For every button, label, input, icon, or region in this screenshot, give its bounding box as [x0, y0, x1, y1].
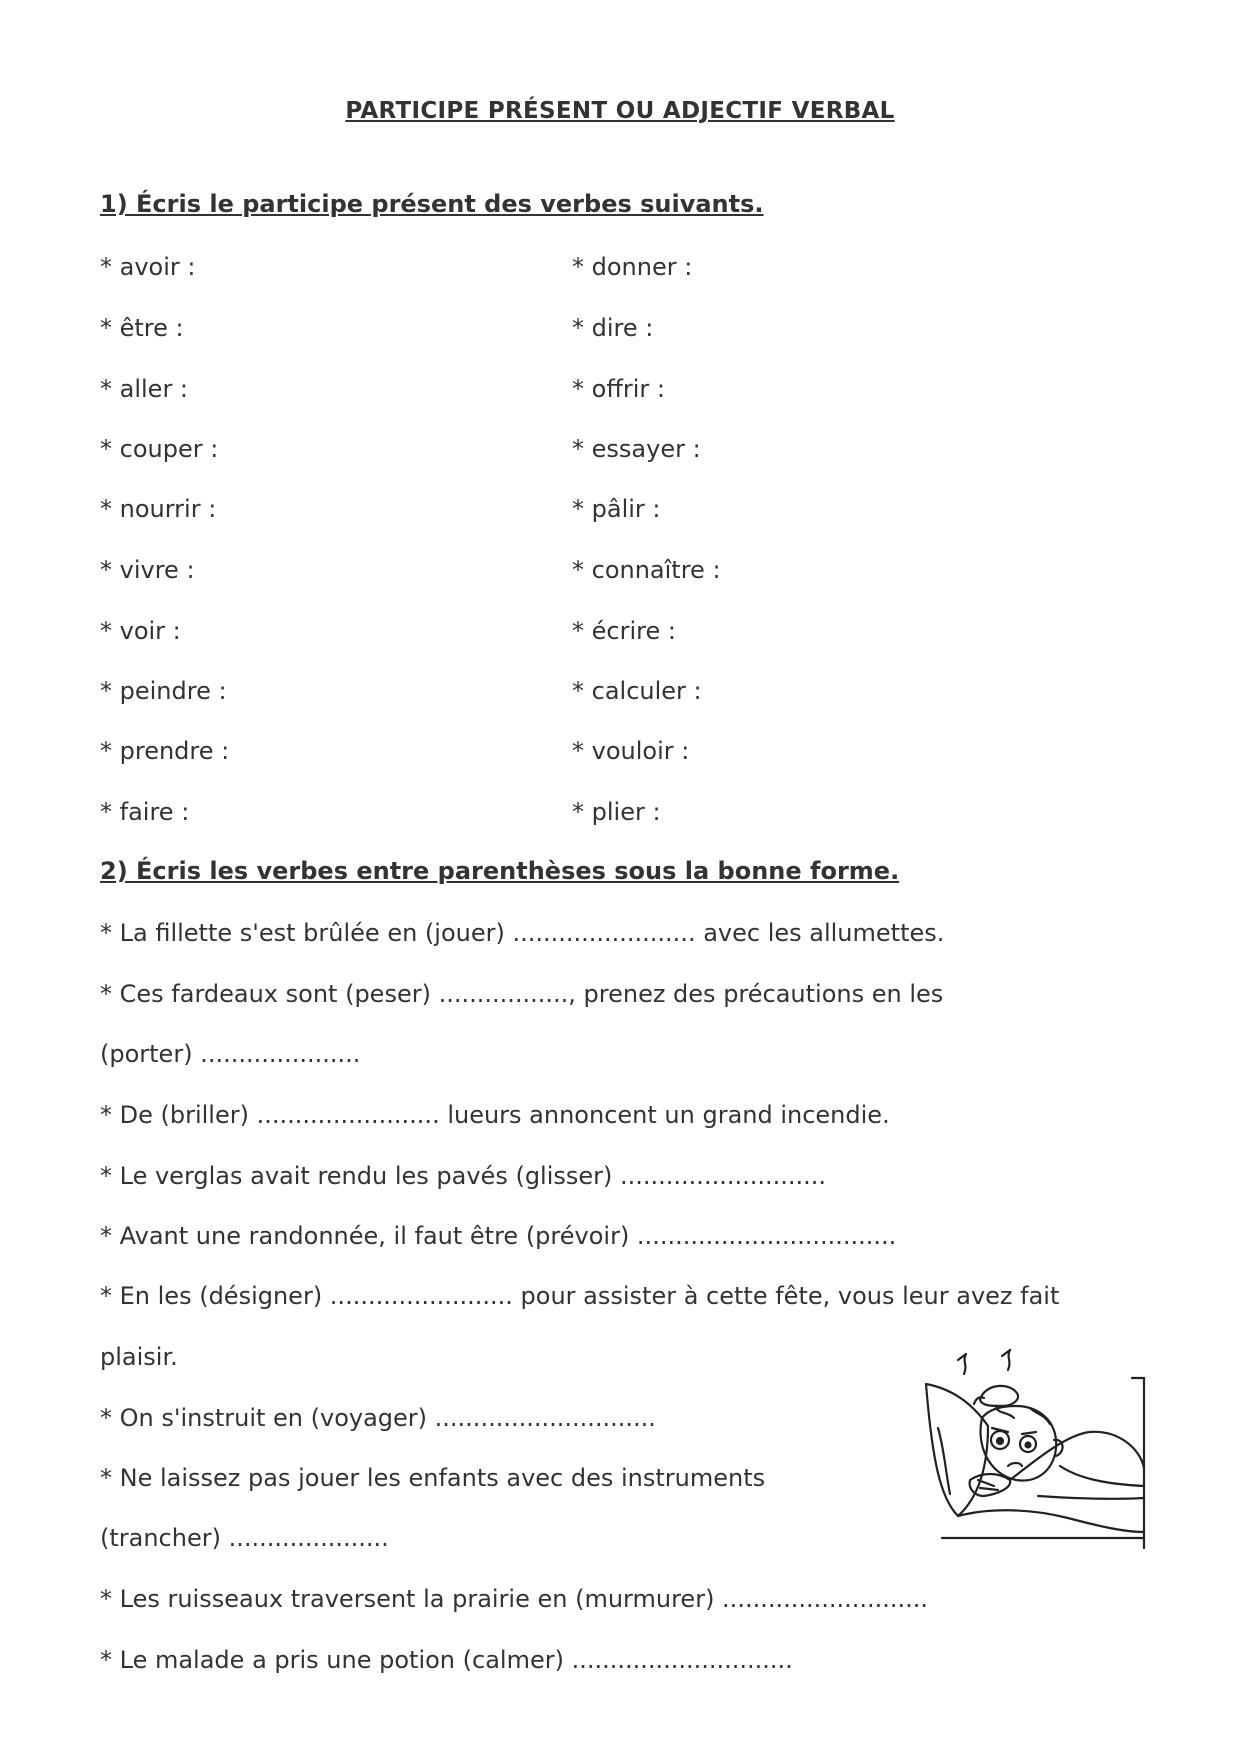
exercise-line: (trancher) ..................... — [100, 1524, 389, 1552]
verb-item: * avoir : — [100, 253, 196, 281]
verb-item: * connaître : — [572, 556, 721, 584]
exercise-line: * Ne laissez pas jouer les enfants avec des instruments — [100, 1464, 766, 1492]
exercise-line: * En les (désigner) ........................ pour assister à cette fête, vous leur avez fait — [100, 1282, 1060, 1310]
verb-item: * couper : — [100, 435, 219, 463]
section2-heading: 2) Écris les verbes entre parenthèses sous la bonne forme. — [100, 857, 900, 885]
exercise-line: * Le malade a pris une potion (calmer) ............................. — [100, 1646, 793, 1674]
verb-item: * voir : — [100, 617, 181, 645]
exercise-line: (porter) ..................... — [100, 1040, 361, 1068]
section1-heading: 1) Écris le participe présent des verbes suivants. — [100, 190, 764, 218]
page-title: PARTICIPE PRÉSENT OU ADJECTIF VERBAL — [345, 98, 895, 124]
verb-item: * donner : — [572, 253, 693, 281]
exercise-line: * Le verglas avait rendu les pavés (glisser) ........................... — [100, 1162, 826, 1190]
verb-item: * dire : — [572, 314, 654, 342]
verb-item: * pâlir : — [572, 495, 661, 523]
verb-item: * plier : — [572, 798, 661, 826]
verb-item: * peindre : — [100, 677, 227, 705]
verb-item: * offrir : — [572, 375, 665, 403]
exercise-line: * Ces fardeaux sont (peser) ................., prenez des précautions en les — [100, 980, 944, 1008]
verb-item: * prendre : — [100, 737, 230, 765]
exercise-line: * On s'instruit en (voyager) ............................. — [100, 1404, 656, 1432]
verb-item: * faire : — [100, 798, 190, 826]
verb-item: * essayer : — [572, 435, 701, 463]
exercise-line: * Avant une randonnée, il faut être (prévoir) .................................. — [100, 1222, 897, 1250]
verb-item: * vouloir : — [572, 737, 690, 765]
verb-item: * être : — [100, 314, 184, 342]
verb-item: * nourrir : — [100, 495, 217, 523]
exercise-line: * De (briller) ........................ lueurs annoncent un grand incendie. — [100, 1101, 890, 1129]
verb-item: * aller : — [100, 375, 189, 403]
sick-child-in-bed-icon — [918, 1348, 1150, 1558]
exercise-line: * La fillette s'est brûlée en (jouer) ........................ avec les allumettes. — [100, 919, 945, 947]
verb-item: * vivre : — [100, 556, 195, 584]
verb-item: * écrire : — [572, 617, 676, 645]
exercise-line: plaisir. — [100, 1343, 178, 1371]
exercise-line: * Les ruisseaux traversent la prairie en (murmurer) ........................... — [100, 1585, 929, 1613]
verb-item: * calculer : — [572, 677, 702, 705]
